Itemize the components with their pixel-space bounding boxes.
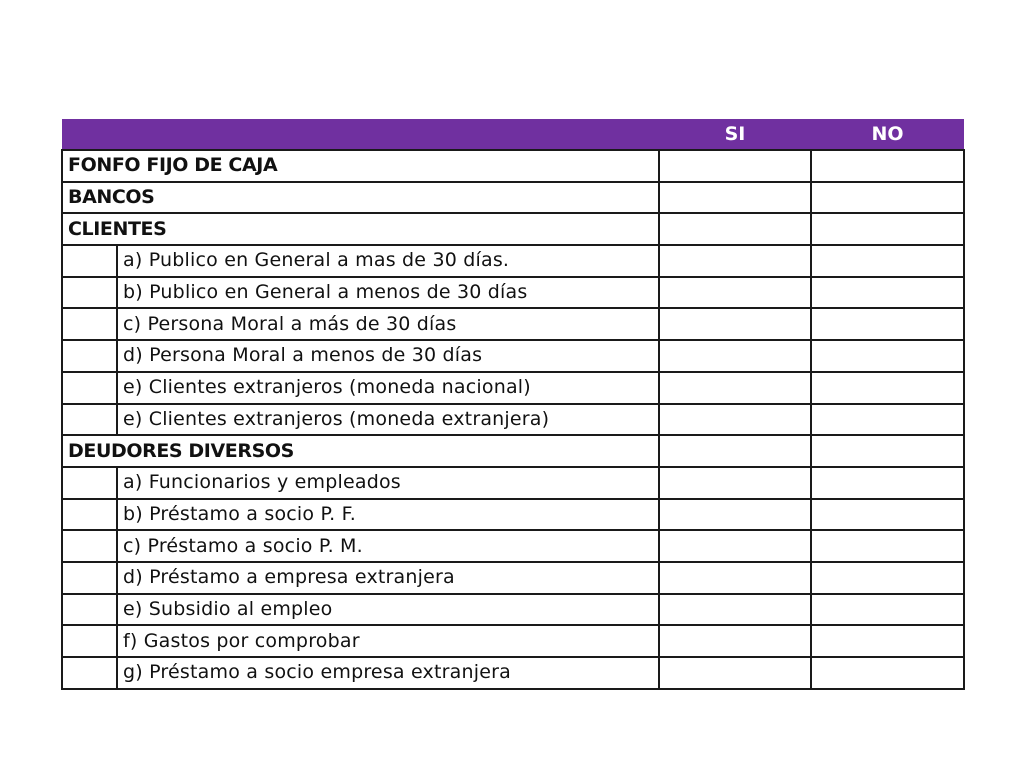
si-cell[interactable]: [659, 372, 811, 404]
item-row: [62, 340, 964, 372]
item-label: a) Funcionarios y empleados: [117, 467, 659, 499]
item-label: b) Publico en General a menos de 30 días: [117, 277, 659, 309]
no-cell[interactable]: [811, 277, 964, 309]
si-cell[interactable]: [659, 182, 811, 214]
category-row: [62, 213, 964, 245]
item-label: b) Préstamo a socio P. F.: [117, 499, 659, 531]
category-label: FONFO FIJO DE CAJA: [62, 150, 659, 182]
si-cell[interactable]: [659, 562, 811, 594]
indent-cell: [62, 657, 117, 689]
item-row: [62, 657, 964, 689]
checklist-table: [61, 119, 965, 690]
si-cell[interactable]: [659, 435, 811, 467]
indent-cell: [62, 467, 117, 499]
item-row: [62, 467, 964, 499]
category-row: [62, 182, 964, 214]
item-label: g) Préstamo a socio empresa extranjera: [117, 657, 659, 689]
item-label: a) Publico en General a mas de 30 días.: [117, 245, 659, 277]
indent-cell: [62, 340, 117, 372]
no-cell[interactable]: [811, 499, 964, 531]
item-label: e) Clientes extranjeros (moneda extranjera): [117, 404, 659, 436]
indent-cell: [62, 277, 117, 309]
indent-cell: [62, 404, 117, 436]
header-row: [62, 119, 964, 150]
indent-cell: [62, 562, 117, 594]
no-cell[interactable]: [811, 467, 964, 499]
no-cell[interactable]: [811, 150, 964, 182]
no-cell[interactable]: [811, 372, 964, 404]
item-label: e) Subsidio al empleo: [117, 594, 659, 626]
item-row: [62, 594, 964, 626]
item-row: [62, 277, 964, 309]
no-cell[interactable]: [811, 182, 964, 214]
si-cell[interactable]: [659, 245, 811, 277]
si-cell[interactable]: [659, 404, 811, 436]
category-label: CLIENTES: [62, 213, 659, 245]
item-label: e) Clientes extranjeros (moneda nacional): [117, 372, 659, 404]
category-row: [62, 150, 964, 182]
si-cell[interactable]: [659, 308, 811, 340]
si-cell[interactable]: [659, 530, 811, 562]
table-body: [62, 150, 964, 689]
no-cell[interactable]: [811, 245, 964, 277]
si-cell[interactable]: [659, 594, 811, 626]
category-row: [62, 435, 964, 467]
no-cell[interactable]: [811, 404, 964, 436]
item-row: [62, 404, 964, 436]
item-row: [62, 372, 964, 404]
si-cell[interactable]: [659, 657, 811, 689]
no-cell[interactable]: [811, 562, 964, 594]
indent-cell: [62, 372, 117, 404]
header-blank-cell: [62, 119, 659, 150]
no-cell[interactable]: [811, 594, 964, 626]
item-row: [62, 308, 964, 340]
indent-cell: [62, 245, 117, 277]
item-label: c) Préstamo a socio P. M.: [117, 530, 659, 562]
item-row: [62, 562, 964, 594]
indent-cell: [62, 499, 117, 531]
item-label: d) Persona Moral a menos de 30 días: [117, 340, 659, 372]
no-cell[interactable]: [811, 340, 964, 372]
item-row: [62, 245, 964, 277]
si-cell[interactable]: [659, 467, 811, 499]
si-cell[interactable]: [659, 213, 811, 245]
item-label: c) Persona Moral a más de 30 días: [117, 308, 659, 340]
si-cell[interactable]: [659, 150, 811, 182]
indent-cell: [62, 530, 117, 562]
category-label: BANCOS: [62, 182, 659, 214]
si-cell[interactable]: [659, 499, 811, 531]
no-cell[interactable]: [811, 213, 964, 245]
header-si: SI: [659, 119, 811, 150]
si-cell[interactable]: [659, 340, 811, 372]
item-label: f) Gastos por comprobar: [117, 625, 659, 657]
category-label: DEUDORES DIVERSOS: [62, 435, 659, 467]
si-cell[interactable]: [659, 625, 811, 657]
item-label: d) Préstamo a empresa extranjera: [117, 562, 659, 594]
no-cell[interactable]: [811, 625, 964, 657]
table-header: [62, 119, 964, 150]
indent-cell: [62, 625, 117, 657]
si-cell[interactable]: [659, 277, 811, 309]
no-cell[interactable]: [811, 657, 964, 689]
no-cell[interactable]: [811, 308, 964, 340]
no-cell[interactable]: [811, 530, 964, 562]
item-row: [62, 499, 964, 531]
item-row: [62, 625, 964, 657]
item-row: [62, 530, 964, 562]
header-no: NO: [811, 119, 964, 150]
indent-cell: [62, 594, 117, 626]
no-cell[interactable]: [811, 435, 964, 467]
indent-cell: [62, 308, 117, 340]
